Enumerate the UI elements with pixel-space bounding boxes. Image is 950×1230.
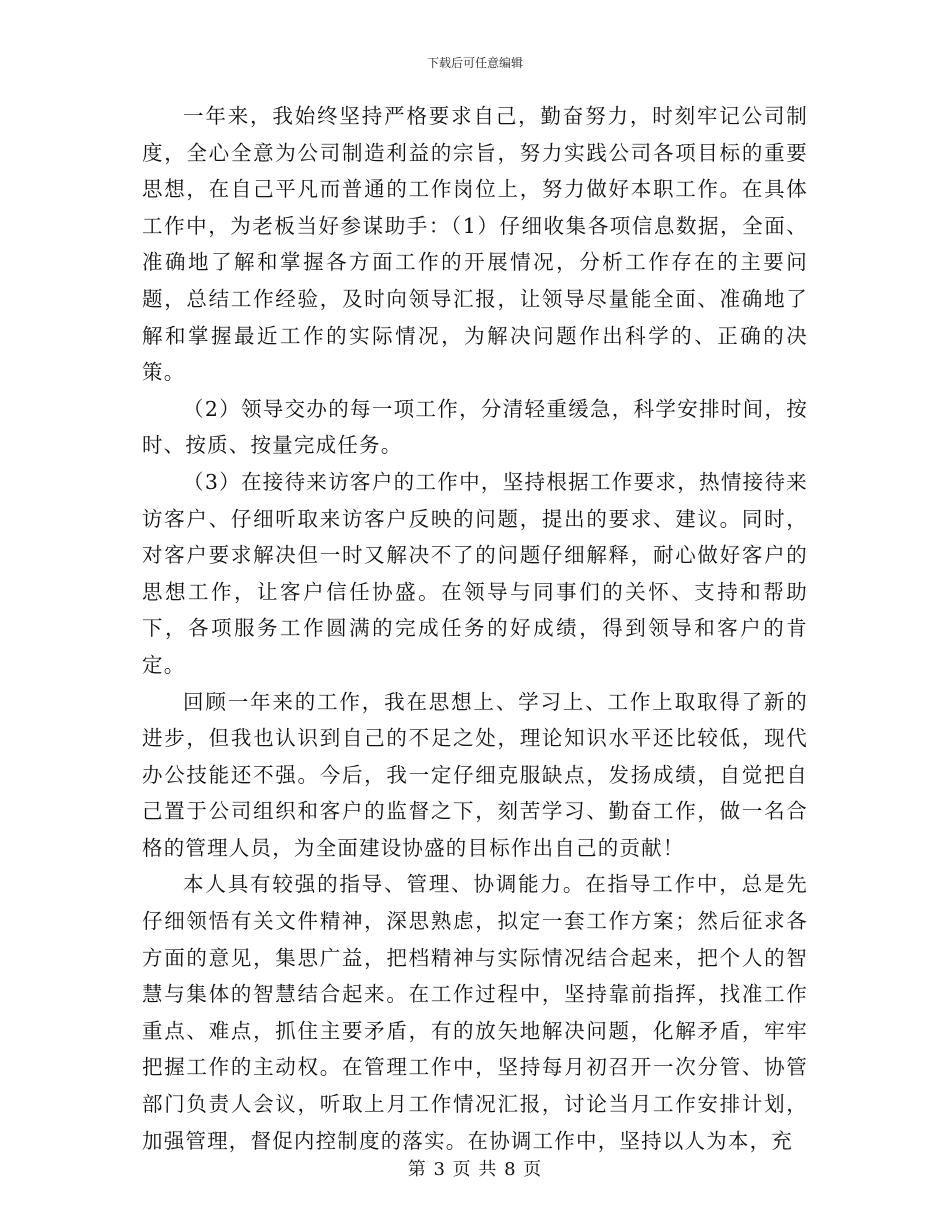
paragraph-1: 一年来，我始终坚持严格要求自己，勤奋努力，时刻牢记公司制度，全心全意为公司制造利益的宗旨，努力实践公司各项目标的重要思想，在自己平凡而普通的工作岗位上，努力做好本职工作。在具体工作中，为老板当好参谋助手：（1）仔细收集各项信息数据，全面、准确地了解和掌握各方面工作的开展情况，分析工作存在的主要问题，总结工作经验，及时向领导汇报，让领导尽量能全面、准确地了解和掌握最近工作的实际情况，为解决问题作出科学的、正确的决策。 <box>142 104 808 385</box>
page-number: 第 3 页 共 8 页 <box>407 1159 543 1180</box>
paragraph-3: （3）在接待来访客户的工作中，坚持根据工作要求，热情接待来访客户、仔细听取来访客户反映的问题，提出的要求、建议。同时，对客户要求解决但一时又解决不了的问题仔细解释，耐心做好客户的思想工作，让客户信任协盛。在领导与同事们的关怀、支持和帮助下，各项服务工作圆满的完成任务的好成绩，得到领导和客户的肯定。 <box>142 469 808 677</box>
paragraph-5: 本人具有较强的指导、管理、协调能力。在指导工作中，总是先仔细领悟有关文件精神，深思熟虑，拟定一套工作方案；然后征求各方面的意见，集思广益，把档精神与实际情况结合起来，把个人的智慧与集体的智慧结合起来。在工作过程中，坚持靠前指挥，找准工作重点、难点，抓住主要矛盾，有的放矢地解决问题，化解矛盾，牢牢把握工作的主动权。在管理工作中，坚持每月初召开一次分管、协管部门负责人会议，听取上月工作情况汇报，讨论当月工作安排计划，加强管理，督促内控制度的落实。在协调工作中，坚持以人为本，充 <box>142 872 808 1153</box>
document-body <box>142 98 808 1159</box>
paragraph-4: 回顾一年来的工作，我在思想上、学习上、工作上取取得了新的进步，但我也认识到自己的不足之处，理论知识水平还比较低，现代办公技能还不强。今后，我一定仔细克服缺点，发扬成绩，自觉把自己置于公司组织和客户的监督之下，刻苦学习、勤奋工作，做一名合格的管理人员，为全面建设协盛的目标作出自己的贡献！ <box>142 689 808 860</box>
paragraph-2: （2）领导交办的每一项工作，分清轻重缓急，科学安排时间，按时、按质、按量完成任务。 <box>142 396 808 458</box>
page-header-note: 下载后可任意编辑 <box>426 56 523 70</box>
